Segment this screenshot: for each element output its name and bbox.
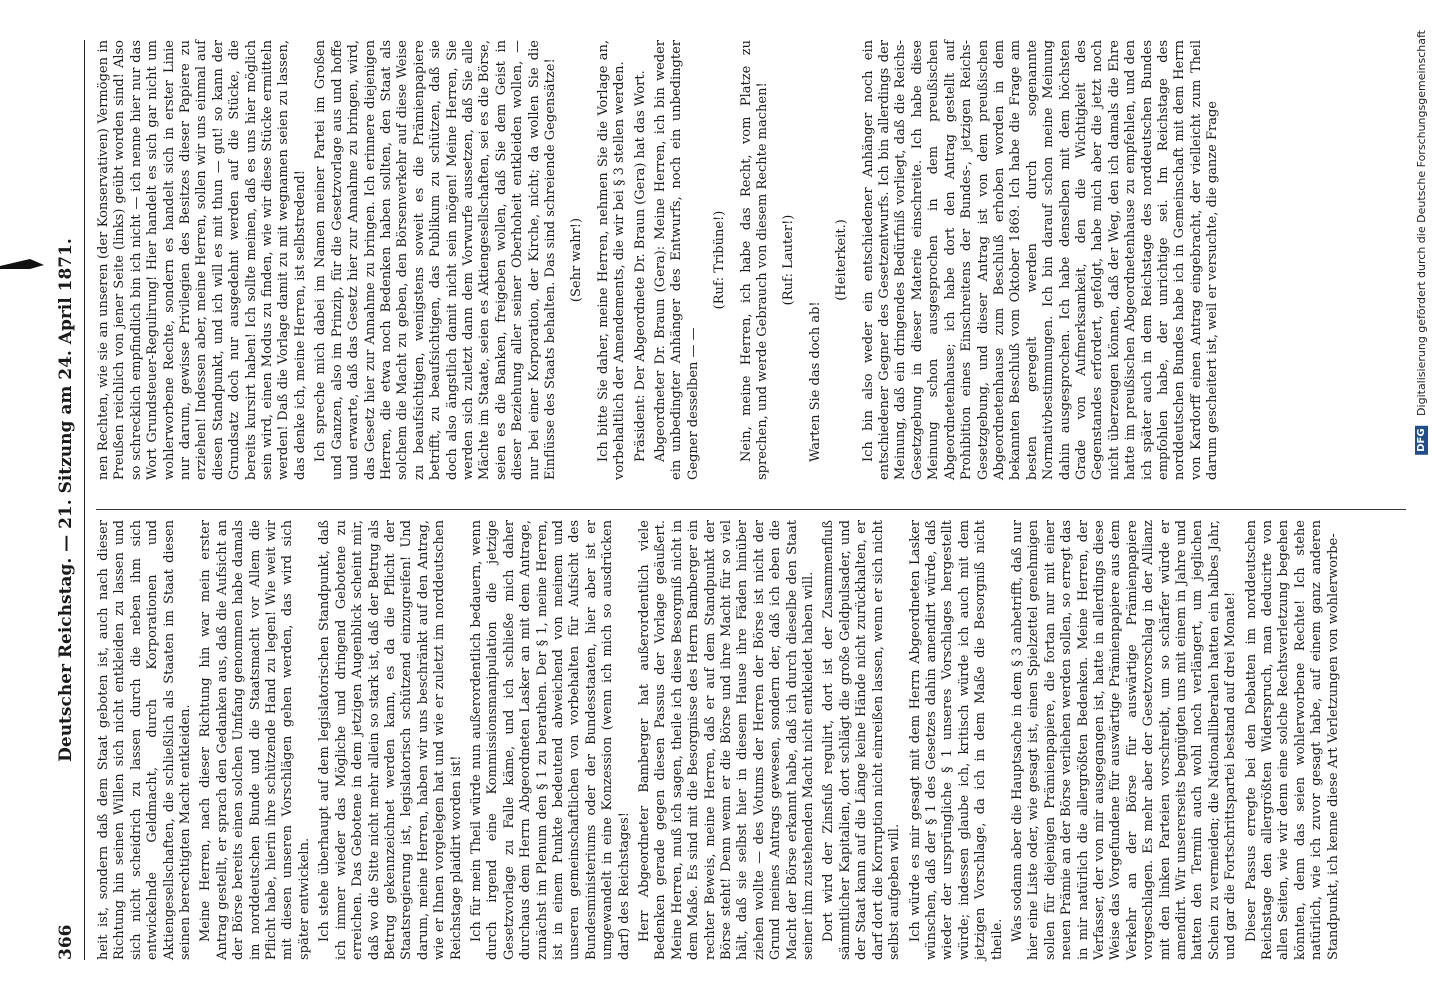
paragraph: nen Rechten, wie sie an unseren (der Konservativen) Vermögen in Preußen reichlich von jener Seite (links) geübt worden sind! Also so schrecklich empfindlich bin ich nicht — ich nenne hier nur das Wort Grundsteuer-Regulirung! Hier handelt es sich gar nicht um wohlerworbene Rechte, sondern es handelt sich in erster Linie nur darum, gewisse Privilegien des Besitzes dieser Papiere zu erziehen! Indessen aber, meine Herren, sollen wir uns einmal auf diesen Standpunkt, und ich will es mit thun — gut! so kann der Grundsatz doch nur ausgedehnt werden auf die Stücke, die bereits kursirt haben! Ich sollte meinen, daß es uns hier möglich sein wird, einen Modus zu finden, wie wir diese Stücke ermitteln werden! Daß die Vorlage damit zu mit wegnamen seien zu lassen, das denke ich, meine Herren, ist selbstredend! <box>96 40 308 480</box>
paragraph: Ich würde es mir gesagt mit dem Herrn Abgeordneten Lasker wünschen, daß der § 1 des Gesetzes dahin amendirt würde, daß wieder der ursprüngliche § 1 unseres Vorschlages hergestellt würde; indessen glaube ich, kritisch würde ich auch mit dem jetzigen Vorschlage, da ich in dem Maße die Besorgniß nicht theile. <box>907 520 1005 960</box>
right-column <box>96 40 1406 480</box>
paragraph: Warten Sie das doch ab! <box>807 301 823 462</box>
paragraph: heit ist, sondern daß dem Staat geboten ist, auch nach dieser Richtung hin seinen Willen sich nicht entkleiden zu lassen und sich nicht scheidrich zu lassen durch die neben ihm sich entwickelnde Geldmacht, durch Korporationen und Aktiengesellschaften, die schließlich als Staaten im Staat diesen seinen berechtigten Macht entkleiden. <box>96 520 194 960</box>
interjection: (Ruf: Tribüne!) <box>712 210 728 310</box>
paragraph: Was sodann aber die Hauptsache in dem § 3 anbetrifft, daß nur hier eine Liste oder, wie gesagt ist, einen Spielzettel genehmigen sollen für diejenigen Prämienpapiere, die fortan nur mit einer neuen Prämie an der Börse verliehen werden sollen, so erregt das in mir natürlich die allergrößten Bedenken. Meine Herren, der Verfasser, der von mir ausgegangen ist, hatte in allerdings diese Weise das Vorgefundene für auswärtige Prämienpapiere aus dem Verkehr an der Börse für auswärtige Prämienpapiere vorgeschlagen. Es mehr aber der Gesetzvorschlag in der Allianz mit den linken Parteien vorschreibt, um so schärfer würde er amendirt. Wir unsererseits begnügten uns mit einem in Jahre und hatten den Termin auch wohl noch verlängert, um jeglichen Schein zu vermeiden; die Nationalliberalen hatten ein halbes Jahr, und gar die Fortschrittspartei bestand auf drei Monate! <box>1009 520 1239 960</box>
paragraph: Meine Herren, nach dieser Richtung hin war mein erster Antrag gestellt, er sprach den Gedanken aus, daß die Aufsicht an der Börse bereits einen solchen Umfang genommen habe damals im norddeutschen Bunde und die Staatsmacht vor Allem die Pflicht habe, hierin ihre schützende Hand zu legen! Wie weit wir mit diesen unseren Vorschlägen gehen werden, das wird sich später entwickeln. <box>198 520 312 960</box>
paragraph: Ich für mein Theil würde nun außerordentlich bedauern, wenn durch irgend eine Kommissionsmanipulation die jetzige Gesetzvorlage zu Falle käme, und ich schließe mich daher durchaus dem Herrn Abgeordneten Lasker an mit dem Antrage, zunächst im Plenum den § 1 zu berathen. Der § 1, meine Herren, ist in einem Punkte bedeutend abweichend von meinem und unseren gemeinschaftlichen von vorbehalten für Aufsicht des Bundesministeriums oder der Bundesstaaten, hier aber ist er umgewandelt in eine Konzession (wenn ich mich so ausdrücken darf) des Reichstages! <box>468 520 632 960</box>
scan-artifact-mark <box>0 255 44 277</box>
paragraph: Nein, meine Herren, ich habe das Recht, vom Platze zu sprechen, und werde Gebrauch von diesem Rechte machen! <box>738 40 771 480</box>
speaker-paragraph: Präsident: Der Abgeordnete Dr. Braun (Gera) hat das Wort. <box>632 70 648 462</box>
left-column <box>96 520 1406 960</box>
paragraph: Ich bin also weder ein entschiedener Anhänger noch ein entschiedener Gegner des Gesetzentwurfs. Ich bin allerdings der Meinung, daß ein dringendes Bedürfniß vorliegt, daß die Reichs-Gesetzgebung in dieser Materie einschreite. Ich habe diese Meinung schon ausgesprochen in dem preußischen Abgeordnetenhause; ich habe dort den Antrag gestellt auf Prohibition eines Einschreitens der Bundes-, jetzigen Reichs-Gesetzgebung, und dieser Antrag ist von dem preußischen Abgeordnetenhause zum Beschluß erhoben worden in dem bekannten Beschluß vom Oktober 1869. Ich habe die Frage am besten geregelt werden durch sogenannte Normativbestimmungen. Ich bin darauf schon meine Meinung dahin ausgesprochen. Ich habe denselben mit dem höchsten Grade von Aufmerksamkeit, den die Wichtigkeit des Gegenstandes erfordert, gefolgt, habe mich aber die jetzt noch nicht überzeugen können, daß der Weg, den ich damals die Ehre hatte im preußischen Abgeordnetenhause zu empfehlen, und den ich später auch in dem Reichstage des norddeutschen Bundes empfohlen habe, der unrichtige sei. Im Reichstage des norddeutschen Bundes habe ich in Gemeinschaft mit dem Herrn von Kardorff einen Antrag eingebracht, der vielleicht zum Theil darum gescheitert ist, weil er versuchte, die ganze Frage <box>860 40 1221 480</box>
funding-notice <box>1415 30 1428 455</box>
paragraph: Ich stehe überhaupt auf dem legislatorischen Standpunkt, daß ich immer wieder das Mögliche und dringend Gebotene zu erreichen. Das Gebotene in dem jetzigen Augenblick scheint mir, daß wo die Sitte nicht mehr allein so stark ist, daß der Betrug als Betrug gekennzeichnet werden kann, es da die Pflicht der Staatsregierung ist, legislatorisch schützend einzugreifen! Und darum, meine Herren, haben wir uns beschränkt auf den Antrag, wie er Ihnen vorgelegen hat und wie er zuletzt im norddeutschen Reichstage plaidirt worden ist! <box>317 520 464 960</box>
paragraph: Ich bitte Sie daher, meine Herren, nehmen Sie die Vorlage an, vorbehaltlich der Amendements, die wir bei § 3 stellen werden. <box>595 40 628 480</box>
interjection: (Sehr wahr!) <box>569 217 585 303</box>
funding-text: Digitalisierung gefördert durch die Deutsche Forschungsgemeinschaft <box>1415 30 1428 416</box>
speaker-paragraph: Abgeordneter Dr. Braun (Gera): Meine Herren, ich bin weder ein unbedingter Anhänger des Entwurfs, noch ein unbedingter Gegner desselben — — <box>653 40 701 480</box>
page-header <box>50 40 85 960</box>
paragraph: Dort wird der Zinsfuß regulirt, dort ist der Zusammenfluß sämmtlicher Kapitalien, dort schlägt die große Geldpulsader, und der Staat kann auf die Länge keine Hände nicht zurückhalten, er darf dort die Korruption nicht einreißen lassen, wenn er sich nicht selbst aufgeben will. <box>821 520 903 960</box>
paragraph: Dieser Passus erregte bei den Debatten im norddeutschen Reichstage den allergrößten Widerspruch, man deducirte von allen Seiten, wie wir denn eine solche Rechtsverletzung begehen könnten, denn das seien wohlerworbene Rechte! Ich stehe natürlich, wie ich zuvor gesagt habe, auf einem ganz anderen Standpunkt, ich kenne diese Art Verletzungen von wohlerworbe- <box>1243 520 1341 960</box>
page-title: Deutscher Reichstag. — 21. Sitzung am 24. April 1871. <box>56 238 76 762</box>
paragraph: Herr Abgeordneter Bamberger hat außerordentlich viele Bedenken gerade gegen diesen Passus der Vorlage geäußert. Meine Herren, muß ich sagen, theile ich diese Besorgniß nicht in dem Maße. Es sind mit die Besorgnisse des Herrn Bamberger ein rechter Beweis, meine Herren, daß er auf dem Standpunkt der Börse steht! Denn wenn er die Börse und ihre Macht für so viel hält, daß sie selbst hier in diesem Hause ihre Fäden hinüber ziehen wollte — des Votums der Herren der Börse ist nicht der Grund meines Antrags gewesen, sondern der, daß ich eben die Macht der Börse erkannt habe, daß ich durch dieselbe den Staat seiner ihm zustehenden Macht nicht entkleidet haben will. <box>637 520 817 960</box>
interjection: (Ruf: Lauter!) <box>781 214 797 306</box>
page-number: 366 <box>56 924 76 960</box>
interjection: (Heiterkeit.) <box>834 219 850 301</box>
column-divider <box>96 509 1406 510</box>
dfg-logo: DFG <box>1415 425 1428 454</box>
paragraph: Ich spreche mich dabei im Namen meiner Partei im Großen und Ganzen, also im Prinzip, für die Gesetzvorlage aus und hoffe und erwarte, daß das Gesetz hier zur Annahme zu bringen, wird, das Gesetz hier zur Annahme zu bringen. Ich erinnere diejenigen Herren, die etwa noch Bedenken haben sollten, den Staat als solchem die Macht zu geben, den Börsenverkehr auf diese Weise zu beaufsichtigen, wenigstens soweit es die Prämienpapiere betrifft, zu beaufsichtigen, das Publikum zu schützen, daß sie doch also ängstlich damit nicht sein mögen! Meine Herren, Sie werden sich zuletzt dann dem Vorwurfe aussetzen, daß Sie alle Mächte im Staate, seien es Aktiengesellschaften, sei es die Börse, seien es die Banken, freigeben wollen, daß Sie dem Geist in dieser Beziehung aller seiner Oberhoheit entkleiden wollen, — nur bei einer Korporation, der Kirche, nicht; da wollen Sie die Einflüsse des Staats behalten. Das sind schreiende Gegensätze! <box>313 40 558 480</box>
